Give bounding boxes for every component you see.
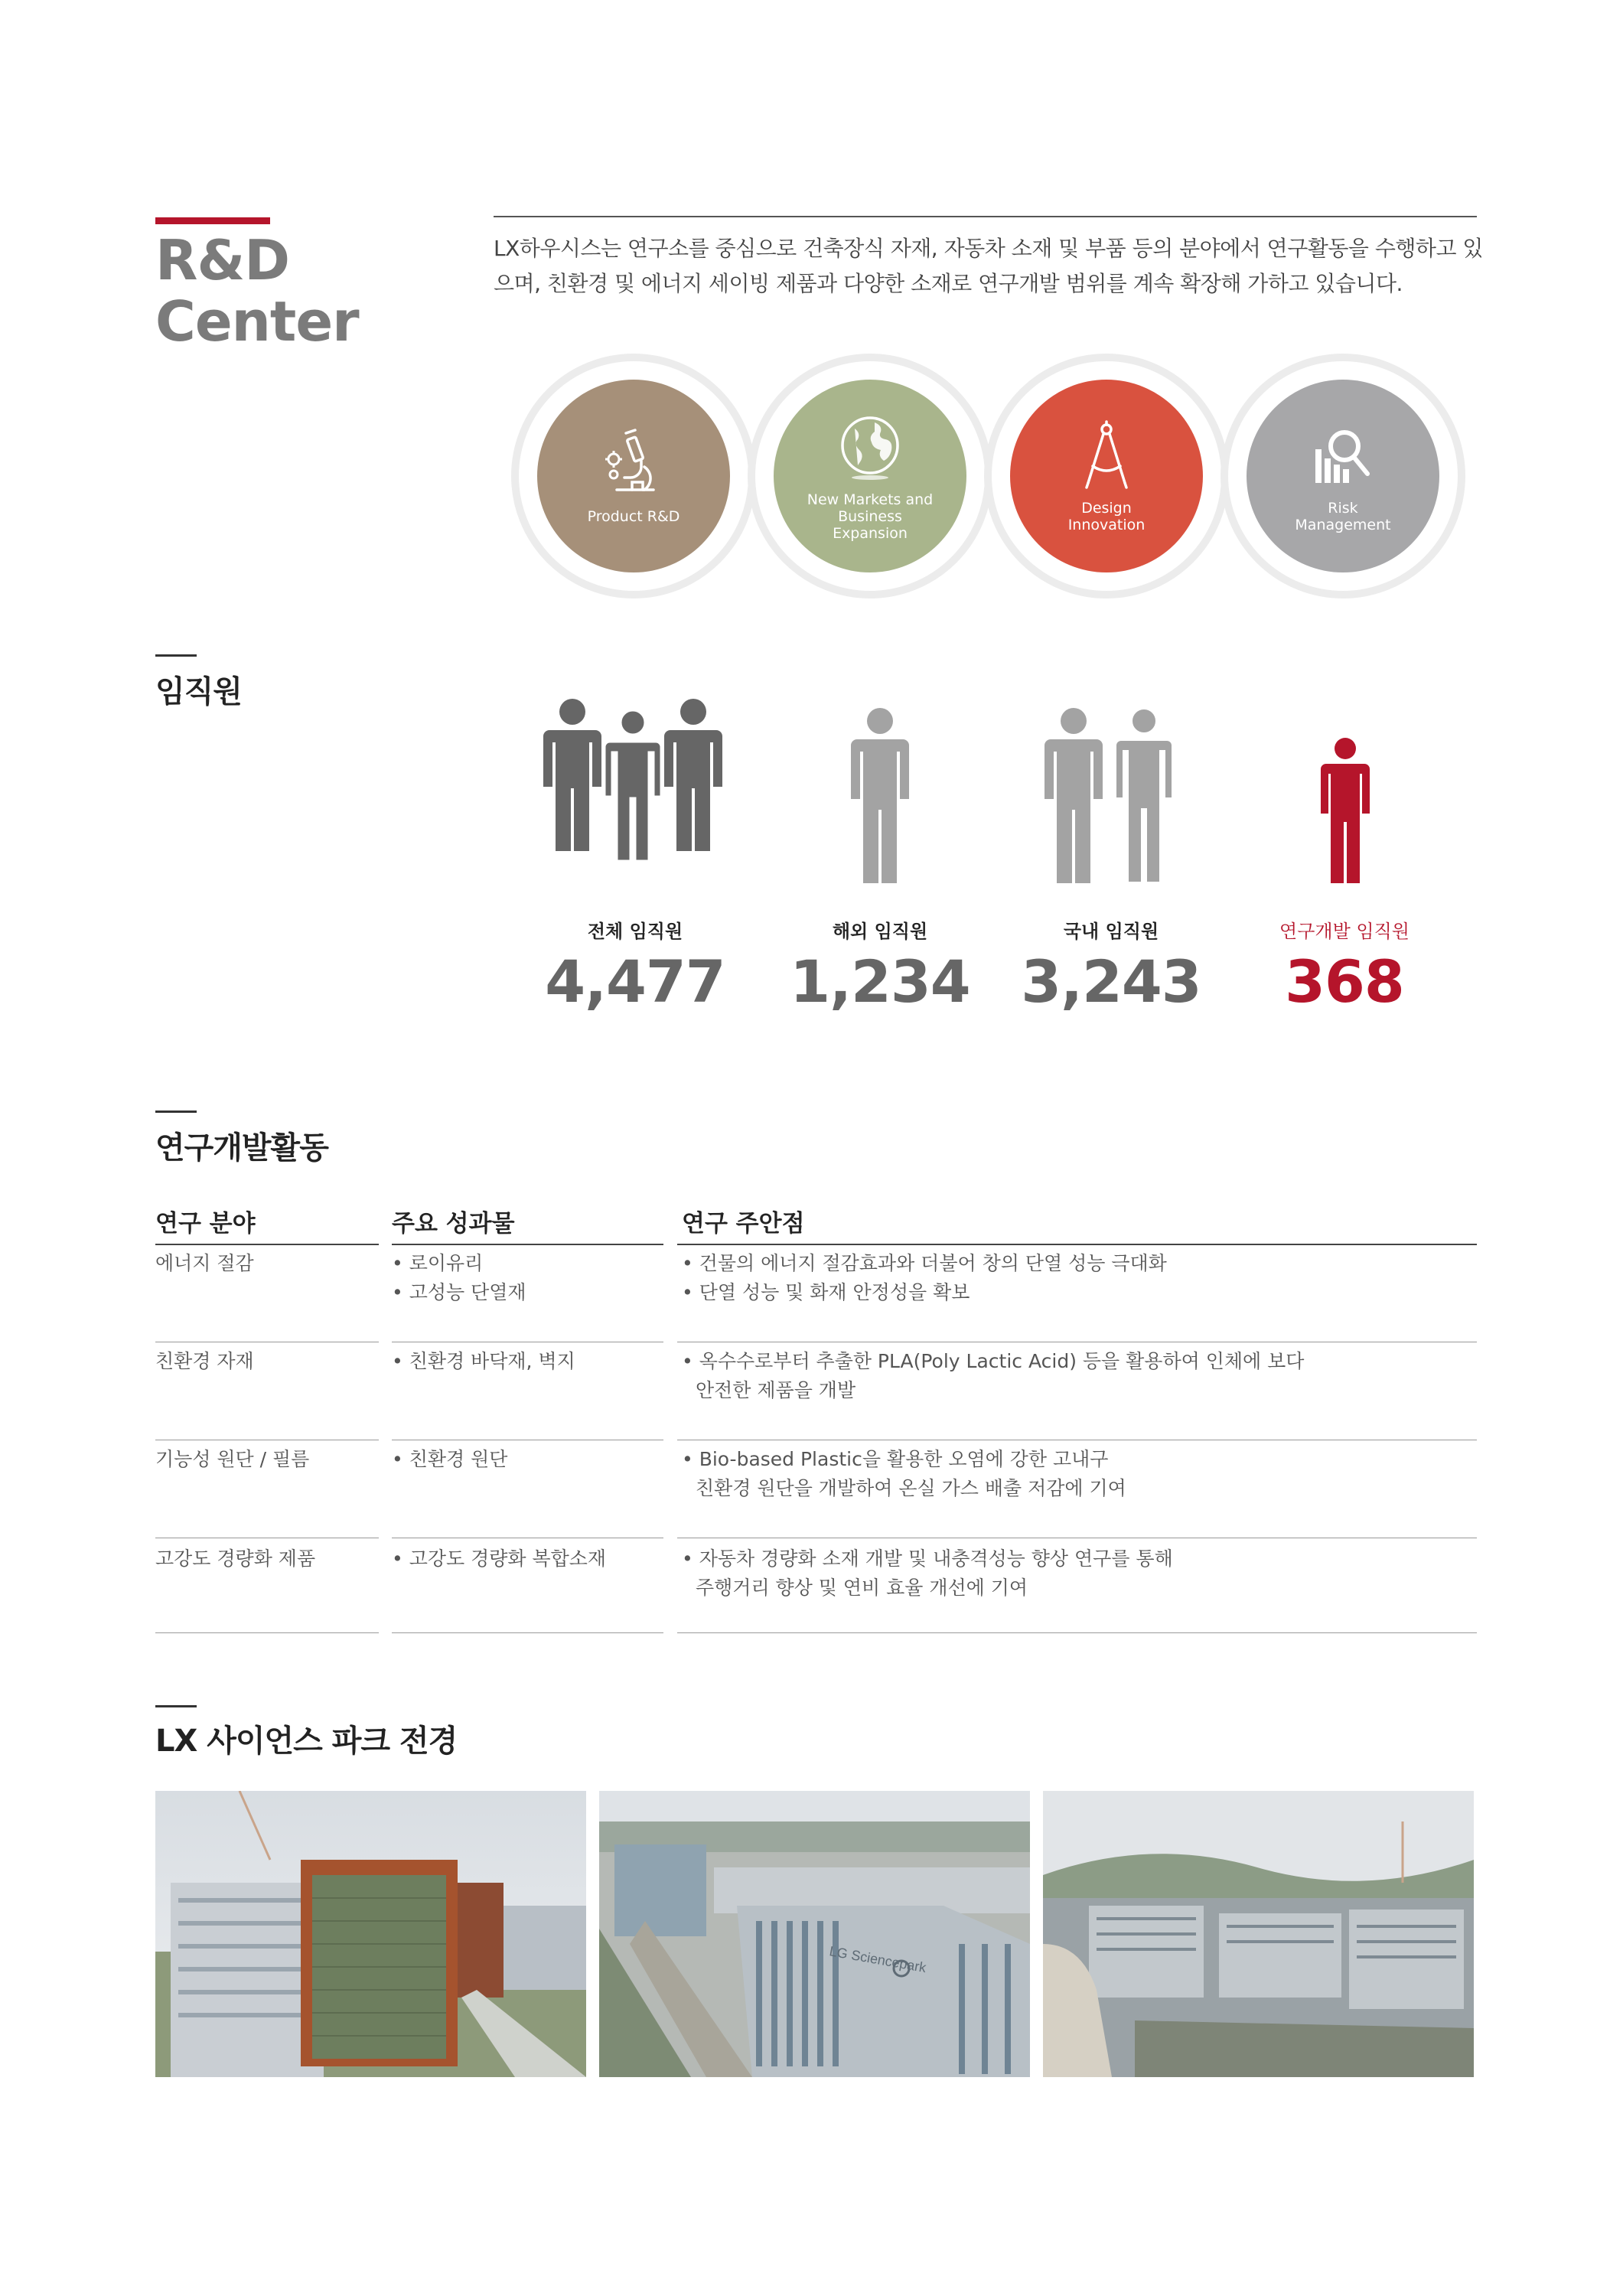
magnifier-chart-icon (1306, 419, 1380, 492)
title-accent-bar (155, 217, 270, 224)
table-cell-focus (682, 1249, 1167, 1307)
compass-icon (1070, 419, 1143, 492)
circle-risk-management (1221, 354, 1465, 598)
row-divider (392, 1632, 663, 1633)
circle-new-markets (748, 354, 992, 598)
header-divider (392, 1244, 663, 1245)
title-line-2: Center (155, 289, 359, 354)
employee-stat-label: 해외 임직원 (832, 921, 928, 942)
focus-item: • 건물의 에너지 절감효과와 더불어 창의 단열 성능 극대화 (682, 1252, 1167, 1274)
table-cell-field: 기능성 원단 / 필름 (155, 1448, 310, 1470)
park-photo-3 (1043, 1791, 1474, 2077)
result-item: • 로이유리 (392, 1252, 484, 1274)
person-icon-overseas (842, 706, 918, 886)
employees-heading-bar (155, 654, 197, 657)
employee-stat-value: 3,243 (1021, 947, 1201, 1016)
circle-new-markets-fill (774, 380, 966, 572)
column-header-field: 연구 분야 (155, 1210, 256, 1238)
focus-item: • 단열 성능 및 화재 안정성을 확보 (682, 1281, 970, 1303)
table-cell-focus (682, 1347, 1304, 1405)
building-photo-illustration (599, 1791, 1030, 2077)
focus-item: • 자동차 경량화 소재 개발 및 내충격성능 향상 연구를 통해 (682, 1548, 1173, 1570)
people-group-icon-total (536, 696, 735, 888)
header-divider (155, 1244, 379, 1245)
circle-label-product-rnd: Product R&D (587, 508, 680, 525)
microscope-icon (597, 427, 670, 501)
people-pair-icon-domestic (1037, 706, 1182, 886)
park-photo-2 (599, 1791, 1030, 2077)
table-cell-field: 친환경 자재 (155, 1350, 254, 1372)
result-item: • 친환경 바닥재, 벽지 (392, 1350, 575, 1372)
row-divider (677, 1632, 1477, 1633)
employee-stat-value: 368 (1285, 947, 1404, 1016)
row-divider (155, 1632, 379, 1633)
employee-stat-domestic (1004, 916, 1218, 1016)
circle-label-risk-management: Risk Management (1295, 500, 1391, 533)
table-cell-results (392, 1249, 526, 1307)
result-item: • 친환경 원단 (392, 1448, 508, 1470)
focus-item: 안전한 제품을 개발 (696, 1379, 856, 1401)
employee-stat-value: 4,477 (545, 947, 725, 1016)
circle-design-innovation (984, 354, 1229, 598)
employee-stat-rnd (1237, 916, 1452, 1016)
focus-item: • Bio-based Plastic을 활용한 오염에 강한 고내구 (682, 1448, 1109, 1470)
page-title (155, 230, 359, 352)
circle-product-rnd-fill (537, 380, 730, 572)
focus-item: 친환경 원단을 개발하여 온실 가스 배출 저감에 기여 (696, 1477, 1126, 1499)
column-header-results: 주요 성과물 (392, 1210, 515, 1238)
column-header-focus: 연구 주안점 (682, 1210, 805, 1238)
intro-text: LX하우시스는 연구소를 중심으로 건축장식 자재, 자동차 소재 및 부품 등의 분야에서 연구활동을 수행하고 있으며, 친환경 및 에너지 세이빙 제품과 다양한 소재로 연구개발 범위를 계속 확장해 가하고 있습니다. (494, 236, 1483, 296)
table-cell-field: 고강도 경량화 제품 (155, 1548, 316, 1570)
park-heading: LX 사이언스 파크 전경 (155, 1724, 458, 1759)
circle-product-rnd (511, 354, 756, 598)
building-photo-illustration (155, 1791, 586, 2077)
table-cell-field: 에너지 절감 (155, 1252, 254, 1274)
park-heading-bar (155, 1705, 197, 1707)
park-photo-1 (155, 1791, 586, 2077)
focus-item: 주행거리 향상 및 연비 효율 개선에 기여 (696, 1577, 1028, 1599)
table-cell-results (392, 1445, 507, 1474)
table-cell-results (392, 1347, 575, 1376)
circle-design-innovation-fill (1010, 380, 1203, 572)
employee-stat-total (528, 916, 742, 1016)
circle-label-design-innovation: Design Innovation (1067, 500, 1146, 533)
intro-divider (494, 216, 1477, 217)
result-item: • 고강도 경량화 복합소재 (392, 1548, 607, 1570)
employee-stat-label: 연구개발 임직원 (1279, 921, 1410, 942)
table-cell-focus (682, 1544, 1173, 1603)
employee-stat-label: 전체 임직원 (587, 921, 683, 942)
employee-stat-label: 국내 임직원 (1063, 921, 1159, 942)
header-divider (677, 1244, 1477, 1245)
focus-item: • 옥수수로부터 추출한 PLA(Poly Lactic Acid) 등을 활용하여 인체에 보다 (682, 1350, 1305, 1372)
table-cell-results (392, 1544, 606, 1574)
building-photo-illustration (1043, 1791, 1474, 2077)
table-cell-focus (682, 1445, 1126, 1503)
circle-risk-management-fill (1247, 380, 1439, 572)
employees-heading: 임직원 (155, 674, 242, 709)
rnd-heading-bar (155, 1110, 197, 1113)
rnd-heading: 연구개발활동 (155, 1130, 328, 1166)
employee-stat-overseas (773, 916, 987, 1016)
globe-icon (833, 410, 907, 484)
person-icon-rnd (1313, 736, 1377, 886)
title-line-1: R&D (155, 228, 289, 292)
building-sign-text: LG Sciencepark (828, 1943, 927, 1976)
result-item: • 고성능 단열재 (392, 1281, 526, 1303)
circle-label-new-markets: New Markets and Business Expansion (807, 491, 934, 542)
employee-stat-value: 1,234 (790, 947, 970, 1016)
